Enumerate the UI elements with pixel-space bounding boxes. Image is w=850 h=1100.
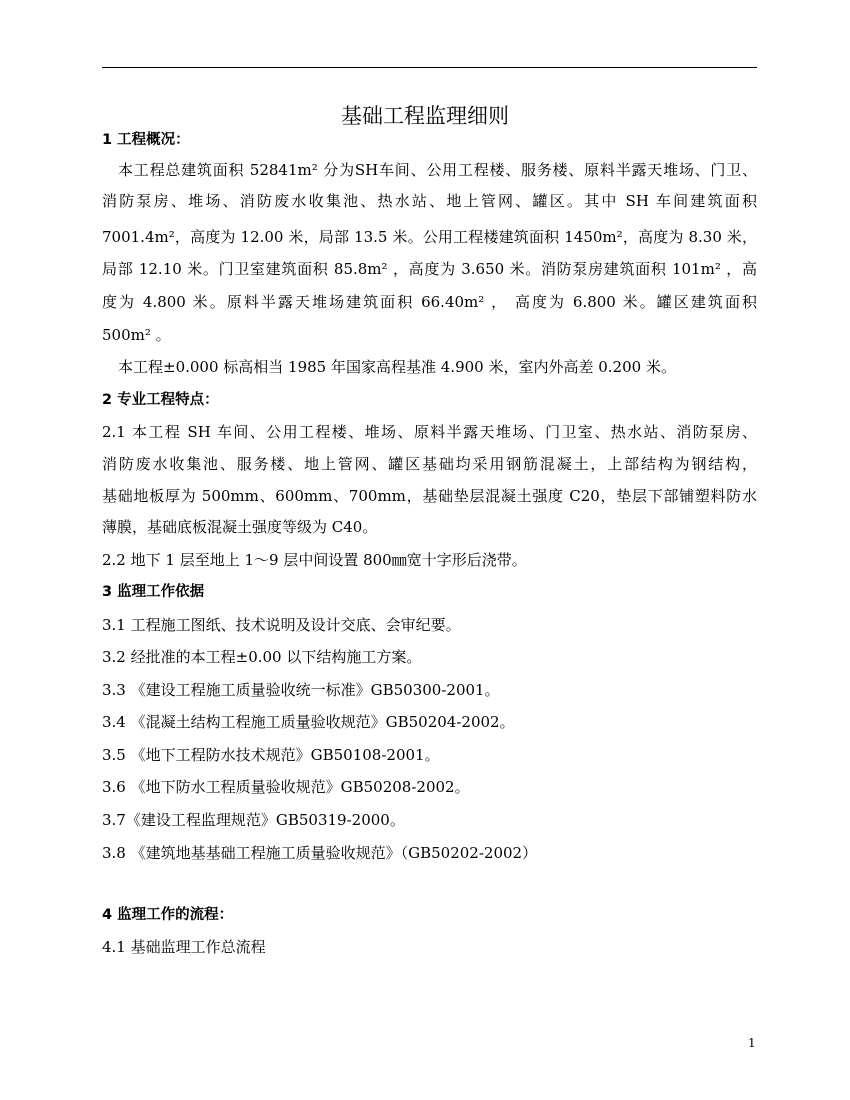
section-1-para-line: 局部 12.10 米。门卫室建筑面积 85.8m² ，高度为 3.650 米。消防泵房建筑面积 101m² ，高 (102, 260, 757, 278)
reference-item: 3.4 《混凝土结构工程施工质量验收规范》GB50204-2002。 (102, 713, 515, 731)
section-1-para-line: 消防泵房、堆场、消防废水收集池、热水站、地上管网、罐区。其中 SH 车间建筑面积 (102, 192, 757, 210)
document-title: 基础工程监理细则 (341, 104, 509, 128)
section-2-para-line: 基础地板厚为 500mm、600mm、700mm，基础垫层混凝土强度 C20，垫层下部铺塑料防水 (102, 487, 757, 505)
section-1-para-line: 7001.4m²，高度为 12.00 米，局部 13.5 米。公用工程楼建筑面积 1450m²，高度为 8.30 米， (102, 228, 757, 246)
section-2-para-line: 消防废水收集池、服务楼、地上管网、罐区基础均采用钢筋混凝土，上部结构为钢结构， (102, 455, 757, 473)
reference-item: 3.7《建设工程监理规范》GB50319-2000。 (102, 811, 405, 829)
section-2-para-line: 薄膜，基础底板混凝土强度等级为 C40。 (102, 518, 378, 536)
section-2-heading: 2 专业工程特点： (102, 392, 219, 408)
section-1-heading: 1 工程概况： (102, 132, 190, 148)
section-1-para-line: 度为 4.800 米。原料半露天堆场建筑面积 66.40m² ， 高度为 6.800 米。罐区建筑面积 (102, 293, 757, 311)
reference-item: 3.8 《建筑地基基础工程施工质量验收规范》（GB50202-2002） (102, 844, 538, 862)
header-rule (102, 67, 757, 68)
page-number: 1 (748, 1036, 756, 1050)
reference-item: 3.1 工程施工图纸、技术说明及设计交底、会审纪要。 (102, 616, 461, 634)
section-1-para-2: 本工程±0.000 标高相当 1985 年国家高程基准 4.900 米，室内外高差 0.200 米。 (118, 358, 676, 376)
section-4-subheading: 4.1 基础监理工作总流程 (102, 938, 266, 956)
section-3-heading: 3 监理工作依据 (102, 584, 205, 600)
reference-item: 3.2 经批准的本工程±0.00 以下结构施工方案。 (102, 648, 422, 666)
reference-item: 3.3 《建设工程施工质量验收统一标准》GB50300-2001。 (102, 681, 500, 699)
section-2-para-line: 2.1 本工程 SH 车间、公用工程楼、堆场、原料半露天堆场、门卫室、热水站、消防泵房、 (102, 423, 757, 441)
section-4-heading: 4 监理工作的流程： (102, 907, 234, 923)
section-1-para-line: 本工程总建筑面积 52841m² 分为SH车间、公用工程楼、服务楼、原料半露天堆场、门卫、 (118, 161, 757, 179)
section-2-para-2: 2.2 地下 1 层至地上 1～9 层中间设置 800㎜宽十字形后浇带。 (102, 551, 527, 569)
reference-item: 3.5 《地下工程防水技术规范》GB50108-2001。 (102, 746, 440, 764)
reference-item: 3.6 《地下防水工程质量验收规范》GB50208-2002。 (102, 778, 470, 796)
section-1-para-line: 500m² 。 (102, 326, 171, 344)
